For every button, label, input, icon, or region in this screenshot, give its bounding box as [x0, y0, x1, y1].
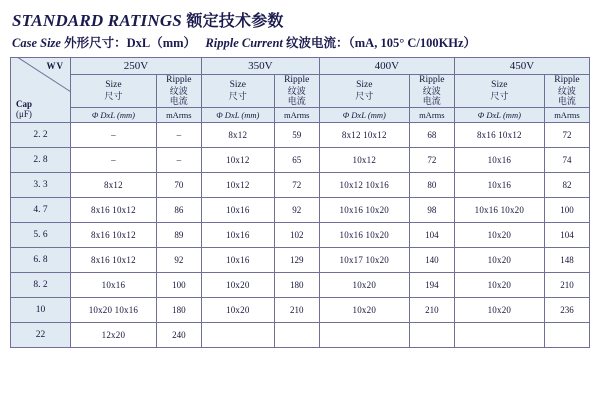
cell-size-450v: 8x16 10x12: [454, 122, 544, 147]
cell-size-400v: 10x20: [319, 297, 409, 322]
table-row: [11, 322, 590, 347]
cell-size-250v: 10x20 10x16: [71, 297, 157, 322]
cell-ripple-450v: 104: [544, 222, 589, 247]
subheader-ripple-cjk2: 电流: [287, 96, 306, 107]
subheader-size-cjk: 尺寸: [490, 91, 509, 102]
row-cap-value: 4. 7: [11, 197, 71, 222]
subtitle-case-size-cjk: 外形尺寸：DxL（mm）: [64, 36, 197, 50]
row-cap-value: 10: [11, 297, 71, 322]
cell-ripple-400v: 72: [409, 147, 454, 172]
subtitle-case-size-en: Case Size: [12, 36, 61, 50]
subheader-ripple-400v: [409, 75, 454, 108]
cell-size-400v: [319, 322, 409, 347]
table-header-sub-row: [11, 75, 590, 108]
cell-ripple-400v: 68: [409, 122, 454, 147]
cell-size-450v: 10x20: [454, 272, 544, 297]
table-row: [11, 122, 590, 147]
table-row: [11, 172, 590, 197]
cell-ripple-400v: 104: [409, 222, 454, 247]
row-cap-value: 5. 6: [11, 222, 71, 247]
cell-size-250v: 10x16: [71, 272, 157, 297]
cell-size-400v: 10x12 10x16: [319, 172, 409, 197]
row-cap-value: 2. 8: [11, 147, 71, 172]
cell-size-350v: 10x16: [201, 247, 274, 272]
subtitle-ripple-en: Ripple Current: [205, 36, 283, 50]
subheader-size-cjk: 尺寸: [104, 91, 123, 102]
page-title-en: STANDARD RATINGS: [12, 11, 182, 30]
cell-ripple-450v: 72: [544, 122, 589, 147]
subheader-size-350v: [201, 75, 274, 108]
subheader-size-en: Size: [356, 80, 373, 91]
row-cap-value: 22: [11, 322, 71, 347]
cell-ripple-250v: –: [156, 147, 201, 172]
cell-ripple-400v: 194: [409, 272, 454, 297]
subheader-ripple-cjk1: 纹波: [557, 85, 576, 96]
cell-ripple-350v: 65: [274, 147, 319, 172]
row-cap-value: 3. 3: [11, 172, 71, 197]
cell-size-350v: 10x20: [201, 272, 274, 297]
cell-ripple-350v: 180: [274, 272, 319, 297]
voltage-group-400v: 400V: [319, 58, 454, 75]
cell-ripple-400v: 140: [409, 247, 454, 272]
voltage-group-350v: 350V: [201, 58, 319, 75]
table-row: [11, 147, 590, 172]
subheader-ripple-cjk2: 电流: [557, 96, 576, 107]
cell-ripple-350v: 129: [274, 247, 319, 272]
page-title-cjk: 额定技术参数: [186, 13, 284, 30]
subheader-ripple-en: Ripple: [284, 75, 310, 85]
cell-ripple-450v: 82: [544, 172, 589, 197]
subheader-ripple-cjk2: 电流: [169, 96, 188, 107]
row-cap-value: 8. 2: [11, 272, 71, 297]
cell-ripple-450v: 148: [544, 247, 589, 272]
cell-size-450v: 10x20: [454, 247, 544, 272]
unit-size-250v: Φ DxL (mm): [71, 107, 157, 122]
subheader-size-cjk: 尺寸: [355, 91, 374, 102]
cell-size-400v: 10x20: [319, 272, 409, 297]
table-header-unit-row: [11, 107, 590, 122]
cell-size-350v: 10x16: [201, 197, 274, 222]
table-row: [11, 247, 590, 272]
subheader-size-400v: [319, 75, 409, 108]
cell-ripple-400v: 210: [409, 297, 454, 322]
unit-size-450v: Φ DxL (mm): [454, 107, 544, 122]
subheader-ripple-en: Ripple: [166, 75, 192, 85]
cell-ripple-400v: 80: [409, 172, 454, 197]
cell-size-350v: 10x12: [201, 172, 274, 197]
subheader-size-en: Size: [229, 80, 246, 91]
cell-ripple-400v: [409, 322, 454, 347]
cell-ripple-250v: 240: [156, 322, 201, 347]
cell-ripple-450v: [544, 322, 589, 347]
row-cap-value: 6. 8: [11, 247, 71, 272]
subheader-size-450v: [454, 75, 544, 108]
cell-ripple-250v: 70: [156, 172, 201, 197]
cell-size-250v: 12x20: [71, 322, 157, 347]
cell-size-250v: –: [71, 122, 157, 147]
cell-size-350v: 10x12: [201, 147, 274, 172]
cell-size-250v: –: [71, 147, 157, 172]
cell-ripple-350v: 102: [274, 222, 319, 247]
cell-size-350v: 10x16: [201, 222, 274, 247]
cell-size-450v: 10x16 10x20: [454, 197, 544, 222]
cell-ripple-450v: 210: [544, 272, 589, 297]
subheader-ripple-cjk1: 纹波: [287, 85, 306, 96]
cell-ripple-250v: 92: [156, 247, 201, 272]
subheader-ripple-en: Ripple: [419, 75, 445, 85]
cell-ripple-350v: [274, 322, 319, 347]
subheader-ripple-450v: [544, 75, 589, 108]
table-row: [11, 297, 590, 322]
voltage-group-450v: 450V: [454, 58, 589, 75]
subheader-ripple-cjk2: 电流: [422, 96, 441, 107]
cell-size-450v: 10x16: [454, 172, 544, 197]
cell-ripple-450v: 74: [544, 147, 589, 172]
subheader-ripple-cjk1: 纹波: [422, 85, 441, 96]
cell-size-250v: 8x12: [71, 172, 157, 197]
cell-ripple-450v: 236: [544, 297, 589, 322]
cell-ripple-350v: 72: [274, 172, 319, 197]
corner-cap-unit: (μF): [16, 108, 32, 119]
cell-size-450v: 10x20: [454, 297, 544, 322]
subtitle-ripple-cjk: 纹波电流：（mA, 105° C/100KHz）: [286, 36, 477, 50]
cell-ripple-400v: 98: [409, 197, 454, 222]
cell-ripple-250v: 100: [156, 272, 201, 297]
cell-size-350v: 10x20: [201, 297, 274, 322]
subheader-ripple-350v: [274, 75, 319, 108]
cell-size-450v: 10x20: [454, 222, 544, 247]
cell-ripple-250v: 86: [156, 197, 201, 222]
row-cap-value: 2. 2: [11, 122, 71, 147]
cell-size-450v: [454, 322, 544, 347]
subheader-ripple-en: Ripple: [554, 75, 580, 85]
subheader-size-en: Size: [491, 80, 508, 91]
cell-size-350v: 8x12: [201, 122, 274, 147]
unit-ripple-450v: mArms: [544, 107, 589, 122]
table-row: [11, 272, 590, 297]
unit-ripple-250v: mArms: [156, 107, 201, 122]
table-corner-cell: [11, 58, 71, 123]
subheader-size-en: Size: [105, 80, 122, 91]
subheader-ripple-cjk1: 纹波: [169, 85, 188, 96]
page-subtitle: [12, 33, 590, 51]
unit-size-350v: Φ DxL (mm): [201, 107, 274, 122]
table-header-voltage-row: [11, 58, 590, 75]
cell-size-400v: 10x12: [319, 147, 409, 172]
cell-size-350v: [201, 322, 274, 347]
subheader-size-250v: [71, 75, 157, 108]
unit-size-400v: Φ DxL (mm): [319, 107, 409, 122]
cell-ripple-350v: 92: [274, 197, 319, 222]
cell-ripple-350v: 210: [274, 297, 319, 322]
subheader-ripple-250v: [156, 75, 201, 108]
cell-ripple-250v: 180: [156, 297, 201, 322]
table-row: [11, 222, 590, 247]
cell-size-400v: 10x16 10x20: [319, 222, 409, 247]
table-row: [11, 197, 590, 222]
subheader-size-cjk: 尺寸: [228, 91, 247, 102]
cell-size-250v: 8x16 10x12: [71, 222, 157, 247]
standard-ratings-table: [10, 57, 590, 348]
cell-ripple-450v: 100: [544, 197, 589, 222]
cell-ripple-250v: –: [156, 122, 201, 147]
corner-wv-label: WV: [46, 61, 65, 71]
cell-size-400v: 10x16 10x20: [319, 197, 409, 222]
cell-size-400v: 10x17 10x20: [319, 247, 409, 272]
unit-ripple-400v: mArms: [409, 107, 454, 122]
cell-size-450v: 10x16: [454, 147, 544, 172]
corner-cap-text: Cap: [16, 98, 33, 109]
cell-size-250v: 8x16 10x12: [71, 197, 157, 222]
unit-ripple-350v: mArms: [274, 107, 319, 122]
cell-size-400v: 8x12 10x12: [319, 122, 409, 147]
cell-ripple-250v: 89: [156, 222, 201, 247]
cell-size-250v: 8x16 10x12: [71, 247, 157, 272]
voltage-group-250v: 250V: [71, 58, 202, 75]
cell-ripple-350v: 59: [274, 122, 319, 147]
corner-cap-label: [16, 100, 32, 120]
page-title: [12, 8, 590, 31]
